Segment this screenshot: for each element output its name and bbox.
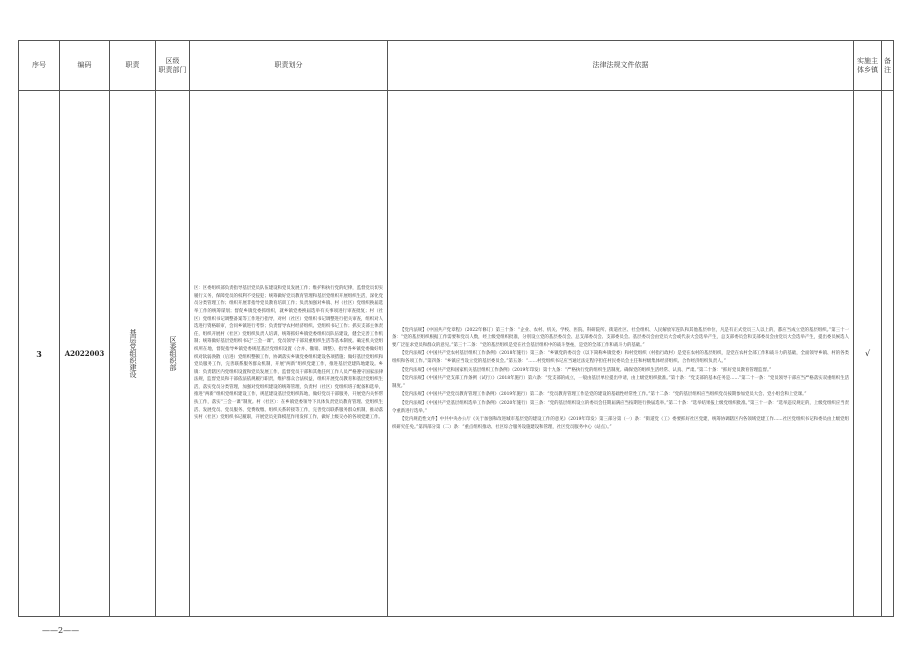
page-number: ——2——: [42, 626, 80, 635]
row-dept: 区委组织部: [169, 336, 177, 371]
header-remark-line1: 备: [884, 56, 891, 65]
header-dept-line2: 职责部门: [158, 65, 187, 74]
row-remark: [882, 91, 894, 617]
row-duty: 基层党组织建设: [129, 329, 137, 378]
basis-paragraph: 【党内法规】《中国共产党党员教育管理工作条例》（2019年施行）第二条：“党员教育管理工作是党的建设的基础性经常性工作。”第十二条：“党的基层组织应当组织党员按期参加党员大会、党小组会和上党课。”: [400, 392, 807, 398]
header-dept-line1: 区级: [165, 56, 180, 65]
header-remark: [882, 41, 894, 91]
header-division: 职责划分: [190, 41, 388, 91]
row-division-cell: [190, 91, 388, 617]
basis-paragraph: 【党内法规】《中国共产党基层组织选举工作条例》（2020年施行）第三条：“党的基层组织设立的委员会任期届满应当按期进行换届选举。”第二十条：“选举结果报上级党组织批准。”第三十一条：“选举违反规定的，上级党组织应当责令重新进行选举。”: [392, 400, 849, 414]
row-implement-check: √: [854, 91, 882, 617]
basis-paragraph: 【党内法规】《中国共产党支部工作条例（试行）》（2018年施行）第六条：“党支部的成立，一般由基层单位提出申请，由上级党组织批准。”第十条：“党支部的基本任务是……”第二十一条：“党员领导干部应当严格落实双重组织生活制度。”: [392, 376, 849, 389]
basis-paragraph: 【党内法规】《中国共产党和国家机关基层组织工作条例》（2019年印发）第十九条：“严格执行党的组织生活制度。确保党的组织生活经常、认真、严肃。”第二十条：“抓好党员教育管理监督。”: [400, 367, 772, 373]
row-seq: 3: [19, 91, 60, 617]
header-duty: 职责: [110, 41, 156, 91]
basis-paragraph: 【党内规范性文件】中共中央办公厅《关于加强和改进城市基层党的建设工作的意见》（2019年印发）第三部分第（一）条：“街道党（工）委要抓好社区党建，统筹协调辖区内各领域党建工作……社区党组织书记和委员由上级党组织研究任免。”第四部分第（二）条：“重点组织推动、社区综合服务设施建设和管理，社区党员服务中心（站点）。”: [392, 417, 849, 430]
basis-paragraph: 【党内法规】《中国共产党农村基层组织工作条例》（2018年施行）第三条：“乡镇党的委员会（以下简称乡镇党委）和村党组织（村指行政村）是党在农村的基层组织，是党在农村全部工作和战斗力的基础，全面领导乡镇、村的各类组织和各项工作。”第四条：“乡镇应当设立党的基层委员会。”第五条：“……村党组织书记应当通过法定程序担任村民委员会主任和村级集体经济组织、合作经济组织负责人。”: [392, 351, 849, 365]
header-dept: [156, 41, 190, 91]
header-implement-line1: 实施主: [857, 56, 878, 65]
header-implement: [854, 41, 882, 91]
header-remark-line2: 注: [884, 65, 891, 74]
row-basis: [388, 275, 853, 432]
duty-table: [18, 40, 894, 617]
header-code: 编码: [60, 41, 110, 91]
row-duty-cell: [110, 91, 156, 617]
header-seq: 序号: [19, 41, 60, 91]
basis-paragraph: 【党内法规】《中国共产党章程》（2022年修订）第三十条：“企业、农村、机关、学校、医院、科研院所、街道社区、社会组织、人民解放军连队和其他基层单位，凡是有正式党员三人以上的，都应当成立党的基层组织。”第三十一条：“党的基层组织根据工作需要和党员人数，经上级党组织批准，分别设立党的基层委员会、总支部委员会、支部委员会。基层委员会由党员大会或代表大会选举产生，总支部委员会和支部委员会由党员大会选举产生，提出委员候选人要广泛征求党员和群众的意见。”第三十二条：“党的基层组织是党在社会基层组织中的战斗堡垒，是党的全部工作和战斗力的基础。”: [392, 327, 849, 348]
row-dept-cell: [156, 91, 190, 617]
row-basis-cell: [388, 91, 854, 617]
table-row: [19, 91, 894, 617]
header-row: [19, 41, 894, 91]
header-basis: 法律法规文件依据: [388, 41, 854, 91]
header-implement-line2: 体乡镇: [857, 65, 878, 74]
row-division: 区：区委组织部负责指导基层党员队伍建设和党员发展工作；维护和执行党的纪律，监督党员切实履行义务，保障党员的权利不受侵犯；统筹做好党员教育管理和基层党组织开展组织生活，深化党员分类管理工作；组织开展非指导党员教育培训工作；负责加强对乡镇、村（社区）党组织换届选举工作的统筹谋划；督促乡镇党委抓组织，就乡镇党委换届选举有关事项进行审查批复；村（社区）党组织书记调整备案等工作进行指导，对村（社区）党组织书记调整进行把关审查，组织对人选进行资格联审，会同乡镇进行考察；负责督导农村经济组织、党组织书记工作；抓实支部主体责任，组织开展村（社区）党组织负责人培训，统筹抓好乡镇党委组织员队伍建设，健全完善工作机制；统筹做好基层党组织书记“三会一课”，党员领导干部双重组织生活等基本制度。确定机关党组织所在地，督促指导乡镇党委规范基层党组织设置（合并、撤销、调整），指导各乡镇党委做好组织对软弱涣散（后进）党组织整顿工作，协调落实乡镇党委组织建设各项措施；做好基层党组织和党员服务工作，完善联系服务群众机制，开展“两新”组织党建工作，推进基层党建阵地建设。乡镇：负责辖区内党组织设置和党员发展工作，监督党员干部和其他任何工作人员严格遵守国家法律法规，监督党员和干部依法依规履行职责，维护群众合法权益，组织开展党员教育和基层党组织生活，落实党员分类管理，加强对党组织建设的统筹管理，负责村（社区）党组织班子配备和选举，推进“两新”组织党组织建设工作，规范建设基层党组织阵地，做好党员干部服务，开展党内关怀帮扶工作，落实“三会一课”制度。村（社区）：在乡镇党委领导下具体负责党员教育管理、党组织生活、发展党员、党员服务、党费收缴、组织关系转接等工作，完善党员联系服务群众机制，推动落实村（社区）党组织书记履职，开展党员先锋模范作用发挥工作，做好上级交办的各项党建工作。: [194, 286, 383, 421]
row-code: A2022003: [60, 91, 110, 617]
